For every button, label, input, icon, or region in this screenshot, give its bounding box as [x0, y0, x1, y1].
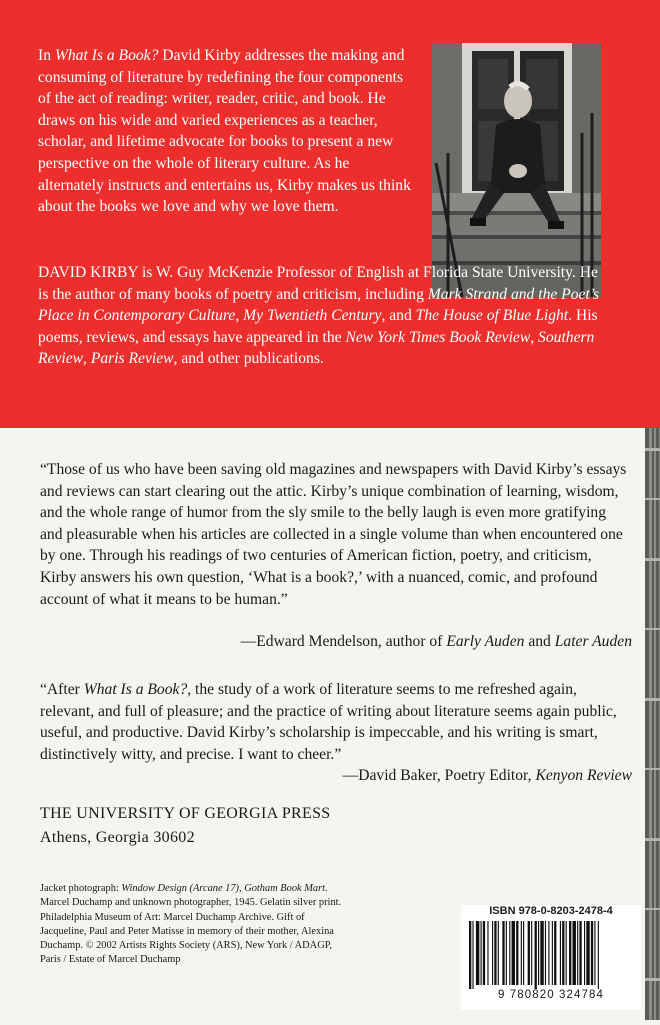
barcode-bar [591, 921, 593, 985]
jacket-photo-credit: Jacket photograph: Window Design (Arcane 17), Gotham Book Mart. Marcel Duchamp and unknown photographer, 1945. Gelatin silver print. Philadelphia Museum of Art: Marcel Duchamp Archive. Gift of Jacqueline, Paul and Peter Matisse in memory of their mother, Alexina Duchamp. © 2002 Artists Rights Society (ARS), New York / ADAGP, Paris / Estate of Marcel Duchamp [40, 883, 342, 966]
barcode-bar [579, 921, 581, 985]
barcode-bar [506, 921, 507, 985]
isbn-label: ISBN 978-0-8203-2478-4 [489, 905, 613, 917]
barcode-bar [509, 921, 510, 985]
red-description-panel [0, 0, 660, 428]
barcode-bar [569, 921, 571, 985]
barcode-bars [467, 921, 639, 989]
book-description: In What Is a Book? David Kirby addresses the making and consuming of literature by redefining the four components of the act of reading: writer, reader, critic, and book. He draws on his wide and varied experiences as a teacher, scholar, and lifetime advocate for books to present a new perspective on the whole of literary culture. As he alternately instructs and entertains us, Kirby makes us think about the books we love and why we love them. [38, 47, 411, 216]
author-bio: DAVID KIRBY is W. Guy McKenzie Professor of English at Florida State University. He is the author of many books of poetry and criticism, including Mark Strand and the Poet’s Place in Contemporary Culture, My Twentieth Century, and The House of Blue Light. His poems, reviews, and essays have appeared in the New York Times Book Review, Southern Review, Paris Review, and other publications. [38, 264, 600, 368]
publisher-block [40, 802, 331, 850]
barcode-bar [598, 921, 599, 989]
barcode-bar [586, 921, 589, 985]
barcode-bar [577, 921, 578, 985]
barcode-bar [481, 921, 482, 985]
barcode-bar [535, 921, 537, 989]
barcode-bar [469, 921, 471, 989]
barcode-bar [554, 921, 556, 985]
barcode-bar [538, 921, 539, 985]
blurb-mendelson: “Those of us who have been saving old magazines and newspapers with David Kirby’s essays and reviews can start clearing out the attic. Kirby’s unique combination of learning, wisdom, and the whole range of humor from the sly smile to the belly laugh is even more gratifying and pleasurable when his articles are collected in a single volume than when encountered one by one. Through his readings of two centuries of American fiction, poetry, and criticism, Kirby answers his own question, ‘What is a book?,’ with a nuanced, comic, and profound account of what it means to be human.” [40, 461, 627, 608]
barcode-bar [545, 921, 546, 985]
barcode-bar [494, 921, 496, 985]
author-photo [432, 43, 601, 297]
barcode-bar [552, 921, 553, 985]
barcode-bar [483, 921, 485, 985]
right-edge-texture [645, 428, 660, 1020]
barcode-bar [584, 921, 585, 985]
barcode-bar [594, 921, 595, 985]
barcode-bar [523, 921, 524, 985]
blurb-baker: “After What Is a Book?, the study of a work of literature seems to me refreshed again, relevant, and full of pleasure; and the practice of writing about literature seems again public, useful, and productive. David Kirby’s scholarship is impeccable, and his writing is smart, distinctively witty, and precise. I want to cheer.” [40, 681, 617, 763]
barcode-bar [498, 921, 499, 985]
barcode-bar [540, 921, 543, 985]
barcode-bar [548, 921, 549, 985]
publisher-name: THE UNIVERSITY OF GEORGIA PRESS [40, 805, 331, 822]
publisher-address: Athens, Georgia 30602 [40, 829, 195, 846]
barcode-bar [472, 921, 473, 989]
barcode-bar [492, 921, 493, 985]
blurb-mendelson-attribution: —Edward Mendelson, author of Early Auden and Later Auden [240, 633, 632, 650]
barcode-bar [573, 921, 576, 985]
barcode-bar [476, 921, 479, 985]
barcode-bar [521, 921, 522, 985]
barcode-bar [531, 921, 532, 985]
barcode-bar [562, 921, 564, 985]
barcode-bar [528, 921, 530, 985]
blurb-baker-attribution: —David Baker, Poetry Editor, Kenyon Review [342, 767, 632, 784]
barcode-bar [516, 921, 518, 985]
isbn-barcode [461, 905, 641, 1010]
barcode-bar [566, 921, 567, 985]
isbn-digits: 9 780820 324784 [497, 989, 605, 1001]
barcode-bar [560, 921, 561, 985]
barcode-bar [502, 921, 504, 985]
barcode-bar [512, 921, 515, 985]
barcode-bar [487, 921, 488, 985]
